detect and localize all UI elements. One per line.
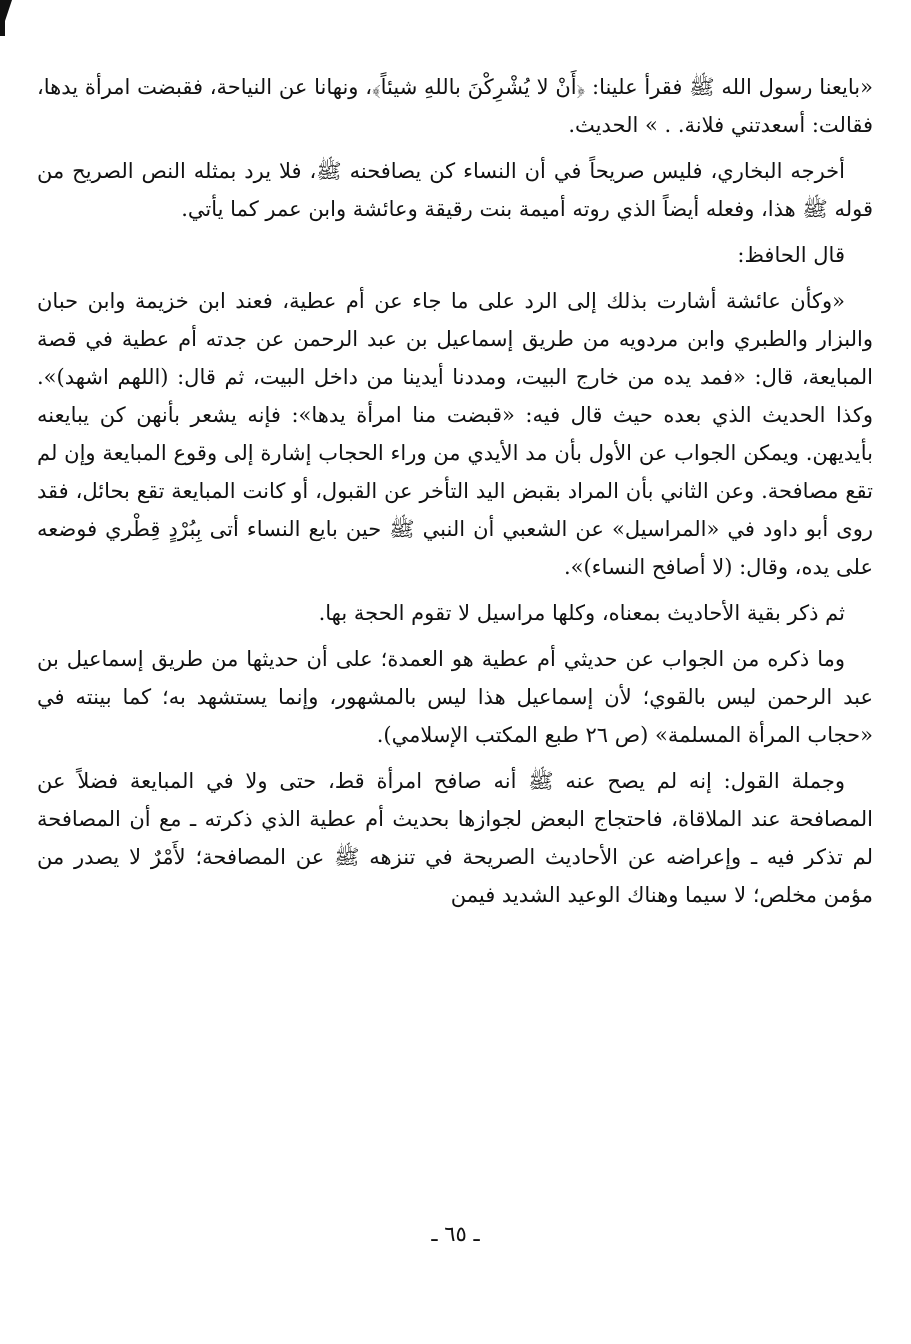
page-number: ـ ٦٥ ـ (431, 1222, 480, 1246)
paragraph-answer: وما ذكره من الجواب عن حديثي أم عطية هو العمدة؛ على أن حديثها من طريق إسماعيل بن عبد الرحمن ليس بالقوي؛ لأن إسماعيل هذا ليس بالمشهور، وإنما يستشهد به؛ كما بينته في «حجاب المرأة المسلمة» (ص ٢٦ طبع المكتب الإسلامي). (37, 647, 873, 747)
corner-mark (0, 0, 12, 36)
paragraph-hafiz-quote: «وكأن عائشة أشارت بذلك إلى الرد على ما جاء عن أم عطية، فعند ابن خزيمة وابن حبان والبزار والطبري وابن مردويه من طريق إسماعيل بن عبد الرحمن عن جدته أم عطية في قصة المبايعة، قال: «فمد يده من خارج البيت، ومددنا أيدينا من داخل البيت، ثم قال: (اللهم اشهد)». وكذا الحديث الذي بعده حيث قال فيه: «قبضت منا امرأة يدها»: فإنه يشعر بأنهن كن يبايعنه بأيديهن. ويمكن الجواب عن الأول بأن مد الأيدي من وراء الحجاب إشارة إلى وقوع المبايعة وإن لم تقع مصافحة. وعن الثاني بأن المراد بقبض اليد التأخر عن القبول، أو كانت المبايعة تقع بحائل، فقد روى أبو داود في «المراسيل» عن الشعبي أن النبي ﷺ حين بايع النساء أتى بِبُرْدٍ قِطْري فوضعه على يده، وقال: (لا أصافح النساء)». (37, 289, 873, 579)
paragraph-bukhari: أخرجه البخاري، فليس صريحاً في أن النساء كن يصافحنه ﷺ، فلا يرد بمثله النص الصريح من قوله ﷺ هذا، وفعله أيضاً الذي روته أميمة بنت رقيقة وعائشة وابن عمر كما يأتي. (37, 159, 873, 221)
text-body (37, 68, 873, 922)
paragraph-hadith-quote: «بايعنا رسول الله ﷺ فقرأ علينا: ﴿أَنْ لا يُشْرِكْنَ باللهِ شيئاً﴾، ونهانا عن النياحة، فقبضت امرأة يدها، فقالت: أسعدتني فلانة. . » الحديث. (37, 75, 873, 137)
paragraph-hafiz-heading: قال الحافظ: (737, 243, 845, 267)
paragraph-summary: وجملة القول: إنه لم يصح عنه ﷺ أنه صافح امرأة قط، حتى ولا في المبايعة فضلاً عن المصافحة عند الملاقاة، فاحتجاج البعض لجوازها بحديث أم عطية الذي ذكرته ـ مع أن المصافحة لم تذكر فيه ـ وإعراضه عن الأحاديث الصريحة في تنزهه ﷺ عن المصافحة؛ لأَمْرٌ لا يصدر من مؤمن مخلص؛ لا سيما وهناك الوعيد الشديد فيمن (37, 769, 873, 907)
paragraph-remaining-hadith: ثم ذكر بقية الأحاديث بمعناه، وكلها مراسيل لا تقوم الحجة بها. (318, 601, 845, 625)
